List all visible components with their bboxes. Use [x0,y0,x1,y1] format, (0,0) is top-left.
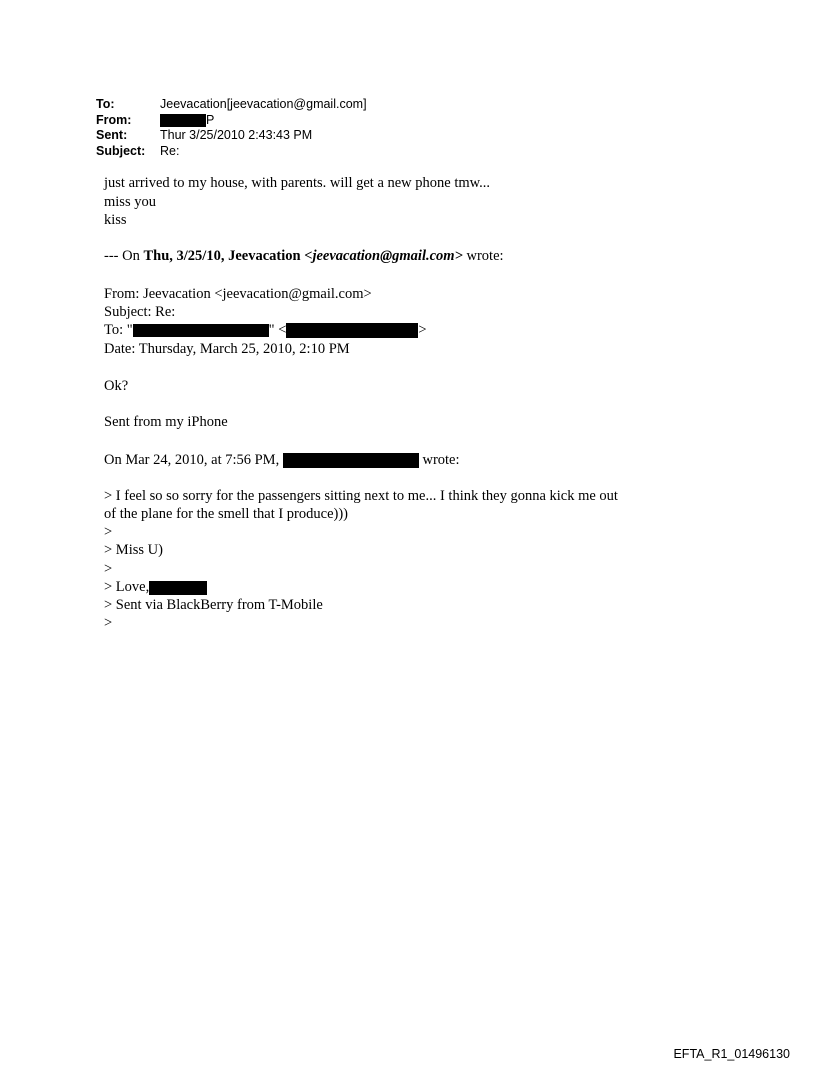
message-line-1: just arrived to my house, with parents. will get a new phone tmw... [104,175,491,191]
sent-value: Thur 3/25/2010 2:43:43 PM [160,128,313,142]
quoted-subject: Subject: Re: [104,304,176,320]
redaction-block [283,453,419,468]
quoted-sent-from: Sent from my iPhone [104,414,228,430]
quoted-to-suffix: > [418,322,427,338]
nested-line-1: > I feel so so sorry for the passengers sitting next to me... I think they gonna kick me out [104,488,618,504]
redaction-block [286,323,418,338]
quoted-to-mid: " < [268,322,287,338]
quote-intro-date-name: Thu, 3/25/10, Jeevacation [143,248,305,264]
nested-line-2: of the plane for the smell that I produce))) [104,506,348,522]
quote-intro [104,247,504,265]
subject-label: Subject: [96,144,146,158]
quoted-on-suffix: wrote: [418,452,460,468]
subject-value: Re: [160,144,180,158]
document-id: EFTA_R1_01496130 [673,1047,790,1061]
nested-line-5: > [104,561,113,577]
redaction-block [149,581,207,595]
nested-line-4: > Miss U) [104,542,163,558]
message-line-2: miss you [104,194,156,210]
quoted-from: From: Jeevacation <jeevacation@gmail.com> [104,286,372,302]
from-suffix: P [206,113,215,127]
nested-line-3: > [104,524,113,540]
message-line-3: kiss [104,212,127,228]
nested-line-7: > Sent via BlackBerry from T-Mobile [104,597,323,613]
to-value: Jeevacation[jeevacation@gmail.com] [160,97,367,111]
nested-love: > Love, [104,579,150,595]
quoted-date: Date: Thursday, March 25, 2010, 2:10 PM [104,341,350,357]
nested-line-6 [104,578,207,596]
quote-intro-prefix: --- On [104,248,144,264]
from-label: From: [96,113,132,127]
redaction-block [133,324,269,337]
quoted-to [104,321,427,339]
quoted-on-line [104,451,460,469]
redaction-block [160,114,206,127]
quote-intro-email: <jeevacation@gmail.com> [304,248,463,264]
quote-intro-suffix: wrote: [462,248,504,264]
to-label: To: [96,97,115,111]
quoted-to-prefix: To: " [104,322,133,338]
from-value [160,112,214,128]
quoted-ok: Ok? [104,378,129,394]
sent-label: Sent: [96,128,128,142]
quoted-on-prefix: On Mar 24, 2010, at 7:56 PM, [104,452,283,468]
nested-line-8: > [104,615,113,631]
